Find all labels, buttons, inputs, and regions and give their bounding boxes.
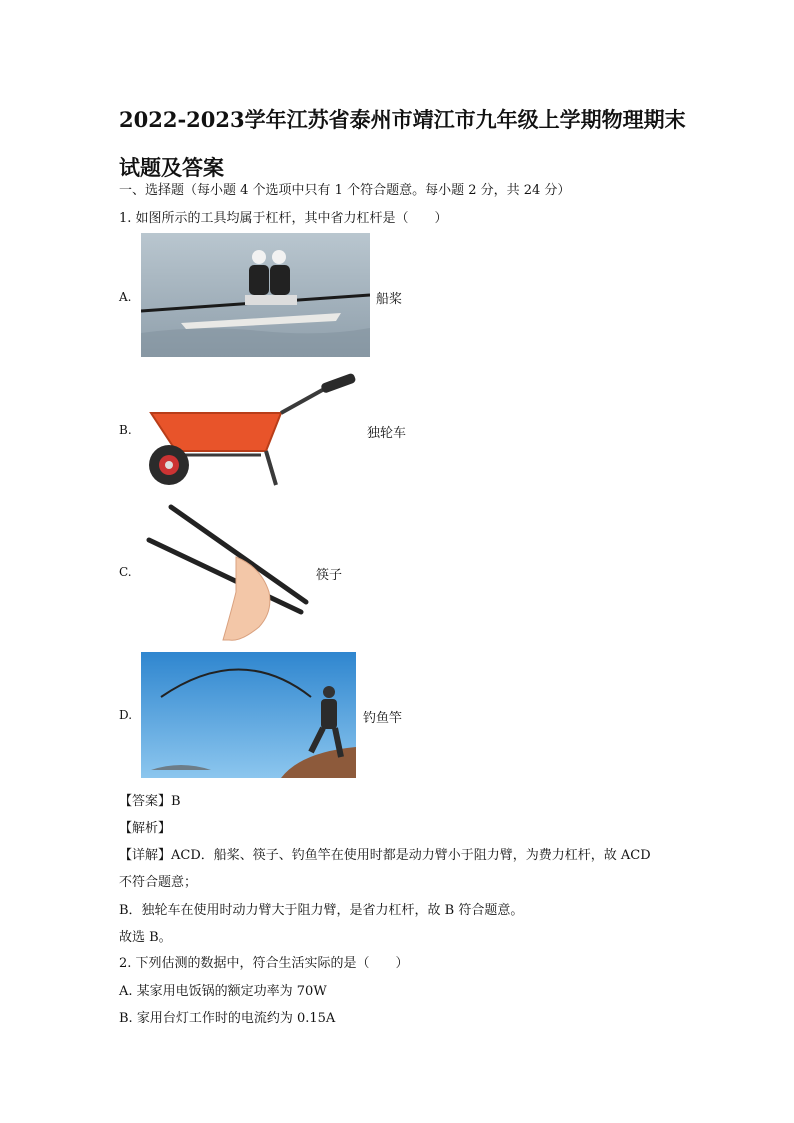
rowing-photo <box>141 233 370 357</box>
detail-line-3: B．独轮车在使用时动力臂大于阻力臂，是省力杠杆，故 B 符合题意。 <box>119 903 524 918</box>
option-b-label: 独轮车 <box>367 426 407 441</box>
document-title: 2022-2023学年江苏省泰州市靖江市九年级上学期物理期末试题及答案 <box>119 107 686 180</box>
option-d-label: 钓鱼竿 <box>363 711 403 726</box>
question-2-stem: 2. 下列估测的数据中，符合生活实际的是（ ） <box>119 956 409 971</box>
question-2-option-a: A. 某家用电饭锅的额定功率为 70W <box>119 984 327 999</box>
question-2-option-b: B. 家用台灯工作时的电流约为 0.15A <box>119 1011 336 1026</box>
option-c-label: 筷子 <box>316 568 343 583</box>
question-1-stem: 1. 如图所示的工具均属于杠杆，其中省力杠杆是（ ） <box>119 211 448 226</box>
option-a-letter: A. <box>119 290 132 304</box>
analysis-heading: 【解析】 <box>119 821 172 836</box>
detail-line-2: 不符合题意； <box>119 875 198 890</box>
detail-line-1: 【详解】ACD．船桨、筷子、钓鱼竿在使用时都是动力臂小于阻力臂，为费力杠杆，故 ACD <box>119 848 651 863</box>
chopsticks-picture <box>141 502 311 642</box>
conclusion-line: 故选 B。 <box>119 930 172 945</box>
option-c-letter: C. <box>119 565 132 579</box>
answer-line: 【答案】B <box>119 794 181 809</box>
section-header: 一、选择题（每小题 4 个选项中只有 1 个符合题意。每小题 2 分，共 24 分） <box>119 183 571 198</box>
option-a-label: 船桨 <box>376 292 403 307</box>
wheelbarrow-picture <box>141 373 366 491</box>
option-b-letter: B. <box>119 423 132 437</box>
option-d-letter: D. <box>119 708 133 722</box>
fishing-photo <box>141 652 356 778</box>
